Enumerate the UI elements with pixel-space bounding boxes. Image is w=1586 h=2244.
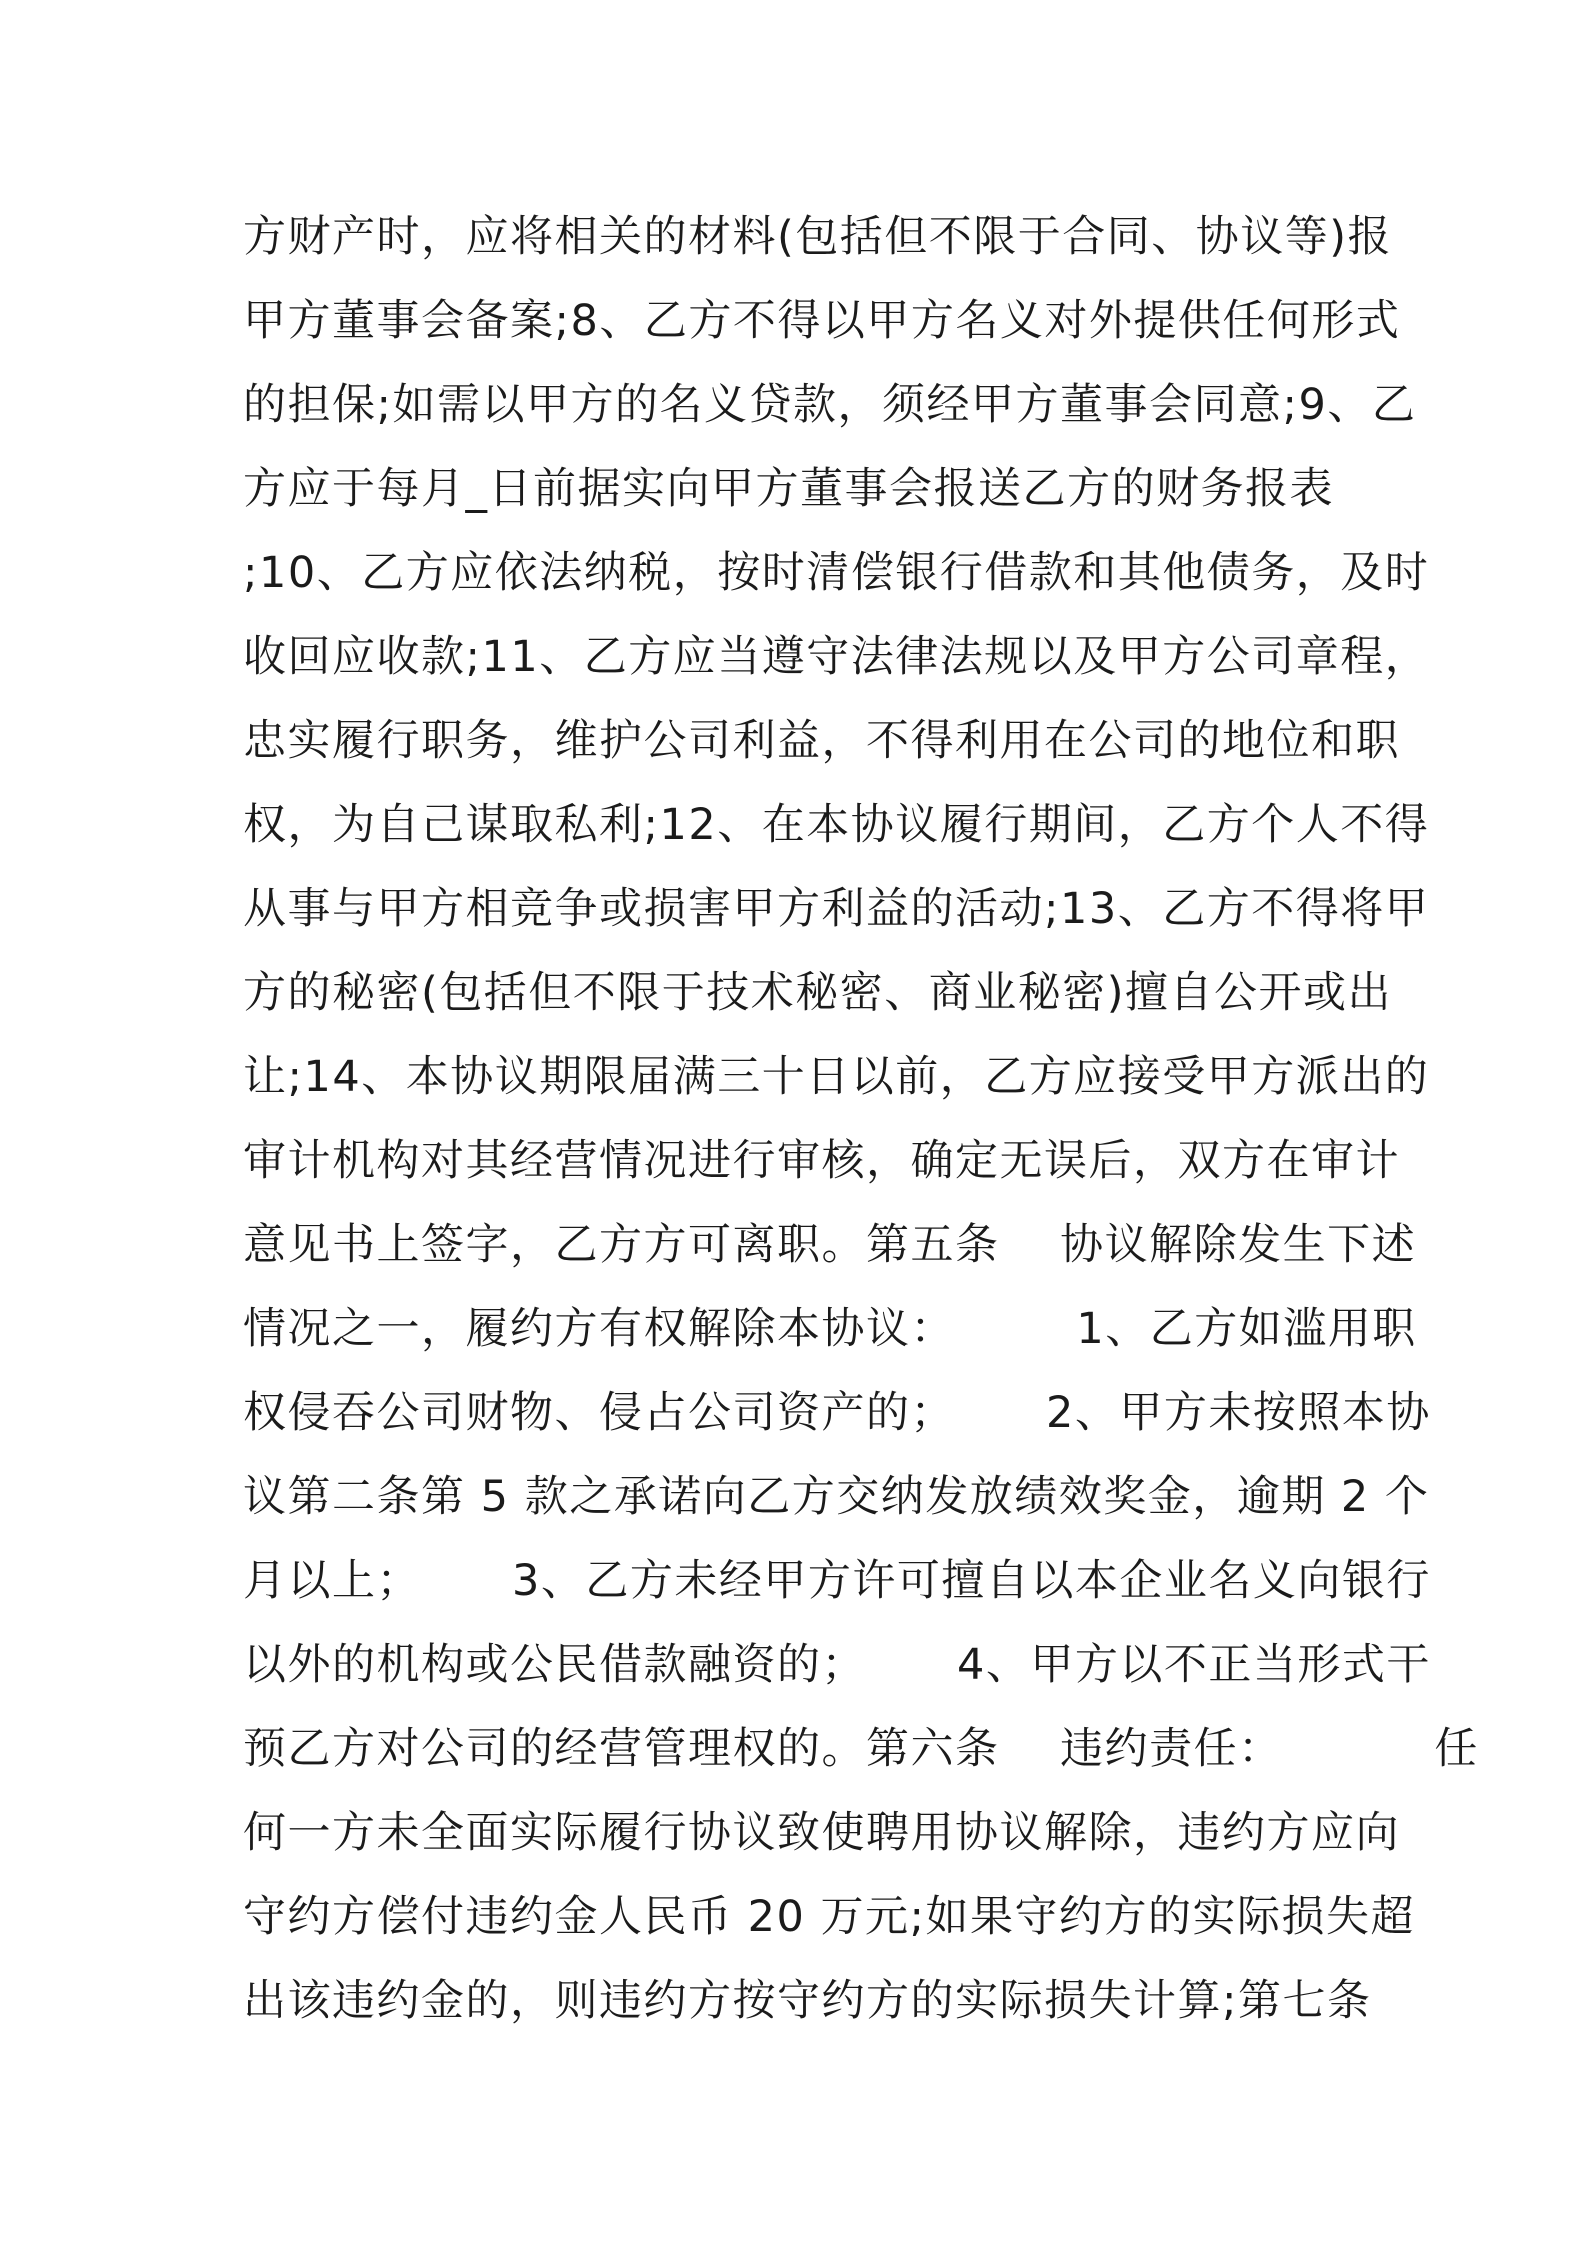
text-line: 让;14、本协议期限届满三十日以前，乙方应接受甲方派出的 [243, 1052, 1430, 1102]
text-line: 月以上； 3、乙方未经甲方许可擅自以本企业名义向银行 [243, 1556, 1431, 1606]
text-line: 预乙方对公司的经营管理权的。第六条 违约责任： 任 [243, 1724, 1479, 1774]
text-line: 忠实履行职务，维护公司利益，不得利用在公司的地位和职 [243, 716, 1400, 766]
text-line: 出该违约金的，则违约方按守约方的实际损失计算;第七条 [243, 1976, 1372, 2026]
text-line: 情况之一，履约方有权解除本协议： 1、乙方如滥用职 [243, 1304, 1417, 1354]
contract-body-text [243, 195, 1479, 2043]
text-line: 守约方偿付违约金人民币 20 万元;如果守约方的实际损失超 [243, 1892, 1416, 1942]
text-line: 方的秘密(包括但不限于技术秘密、商业秘密)擅自公开或出 [243, 968, 1393, 1018]
text-line: 意见书上签字，乙方方可离职。第五条 协议解除发生下述 [243, 1220, 1417, 1270]
text-line: 的担保;如需以甲方的名义贷款，须经甲方董事会同意;9、乙 [243, 380, 1417, 430]
text-line: 以外的机构或公民借款融资的； 4、甲方以不正当形式干 [243, 1640, 1431, 1690]
text-line: 权侵吞公司财物、侵占公司资产的； 2、甲方未按照本协 [243, 1388, 1431, 1438]
text-line: 议第二条第 5 款之承诺向乙方交纳发放绩效奖金，逾期 2 个 [243, 1472, 1430, 1522]
text-line: ;10、乙方应依法纳税，按时清偿银行借款和其他债务，及时 [243, 548, 1430, 598]
text-line: 方应于每月_日前据实向甲方董事会报送乙方的财务报表 [243, 464, 1334, 514]
text-line: 从事与甲方相竞争或损害甲方利益的活动;13、乙方不得将甲 [243, 884, 1430, 934]
text-line: 审计机构对其经营情况进行审核，确定无误后，双方在审计 [243, 1136, 1400, 1186]
text-line: 何一方未全面实际履行协议致使聘用协议解除，违约方应向 [243, 1808, 1400, 1858]
text-line: 收回应收款;11、乙方应当遵守法律法规以及甲方公司章程， [243, 632, 1430, 682]
text-line: 权，为自己谋取私利;12、在本协议履行期间，乙方个人不得 [243, 800, 1430, 850]
text-line: 甲方董事会备案;8、乙方不得以甲方名义对外提供任何形式 [243, 296, 1401, 346]
text-line: 方财产时，应将相关的材料(包括但不限于合同、协议等)报 [243, 212, 1393, 262]
